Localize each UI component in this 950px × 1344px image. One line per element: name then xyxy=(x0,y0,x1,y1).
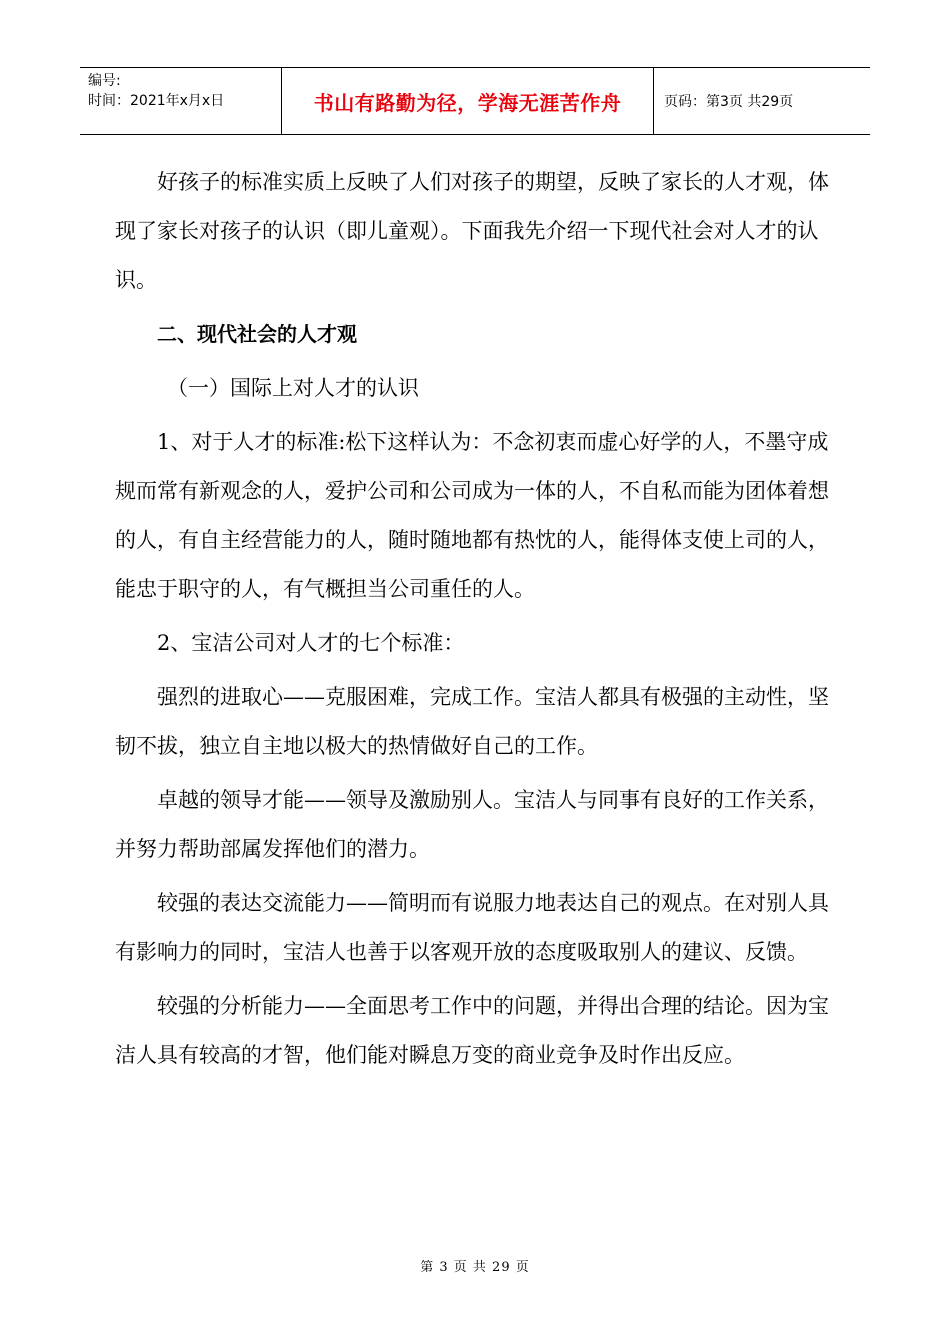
paragraph: 2、宝洁公司对人才的七个标准： xyxy=(157,631,465,655)
header-motto: 书山有路勤为径，学海无涯苦作舟 xyxy=(282,68,654,134)
header-page-label: 页码：第3页 共29页 xyxy=(664,94,794,110)
document-body xyxy=(115,158,835,1085)
code-label: 编号: xyxy=(88,73,121,89)
subsection-heading: （一）国际上对人才的认识 xyxy=(167,376,419,400)
paragraph: 卓越的领导才能——领导及激励别人。宝洁人与同事有良好的工作关系，并努力帮助部属发挥他们的潜力。 xyxy=(115,788,829,861)
paragraph: 强烈的进取心——克服困难，完成工作。宝洁人都具有极强的主动性，坚韧不拔，独立自主地以极大的热情做好自己的工作。 xyxy=(115,685,829,758)
time-label: 时间：2021年x月x日 xyxy=(88,93,225,109)
page-header xyxy=(80,67,870,135)
paragraph: 较强的分析能力——全面思考工作中的问题，并得出合理的结论。因为宝洁人具有较高的才智，他们能对瞬息万变的商业竞争及时作出反应。 xyxy=(115,994,829,1067)
paragraph: 好孩子的标准实质上反映了人们对孩子的期望，反映了家长的人才观，体现了家长对孩子的认识（即儿童观）。下面我先介绍一下现代社会对人才的认识。 xyxy=(115,170,829,292)
header-meta xyxy=(80,68,282,134)
page-footer: 第 3 页 共 29 页 xyxy=(420,1260,530,1275)
paragraph: 1、对于人才的标准:松下这样认为：不念初衷而虚心好学的人，不墨守成规而常有新观念的人，爱护公司和公司成为一体的人，不自私而能为团体着想的人，有自主经营能力的人，随时随地都有热忱的人，能得体支使上司的人，能忠于职守的人，有气概担当公司重任的人。 xyxy=(115,430,829,601)
section-heading: 二、现代社会的人才观 xyxy=(157,322,357,346)
paragraph: 较强的表达交流能力——简明而有说服力地表达自己的观点。在对别人具有影响力的同时，宝洁人也善于以客观开放的态度吸取别人的建议、反馈。 xyxy=(115,891,829,964)
